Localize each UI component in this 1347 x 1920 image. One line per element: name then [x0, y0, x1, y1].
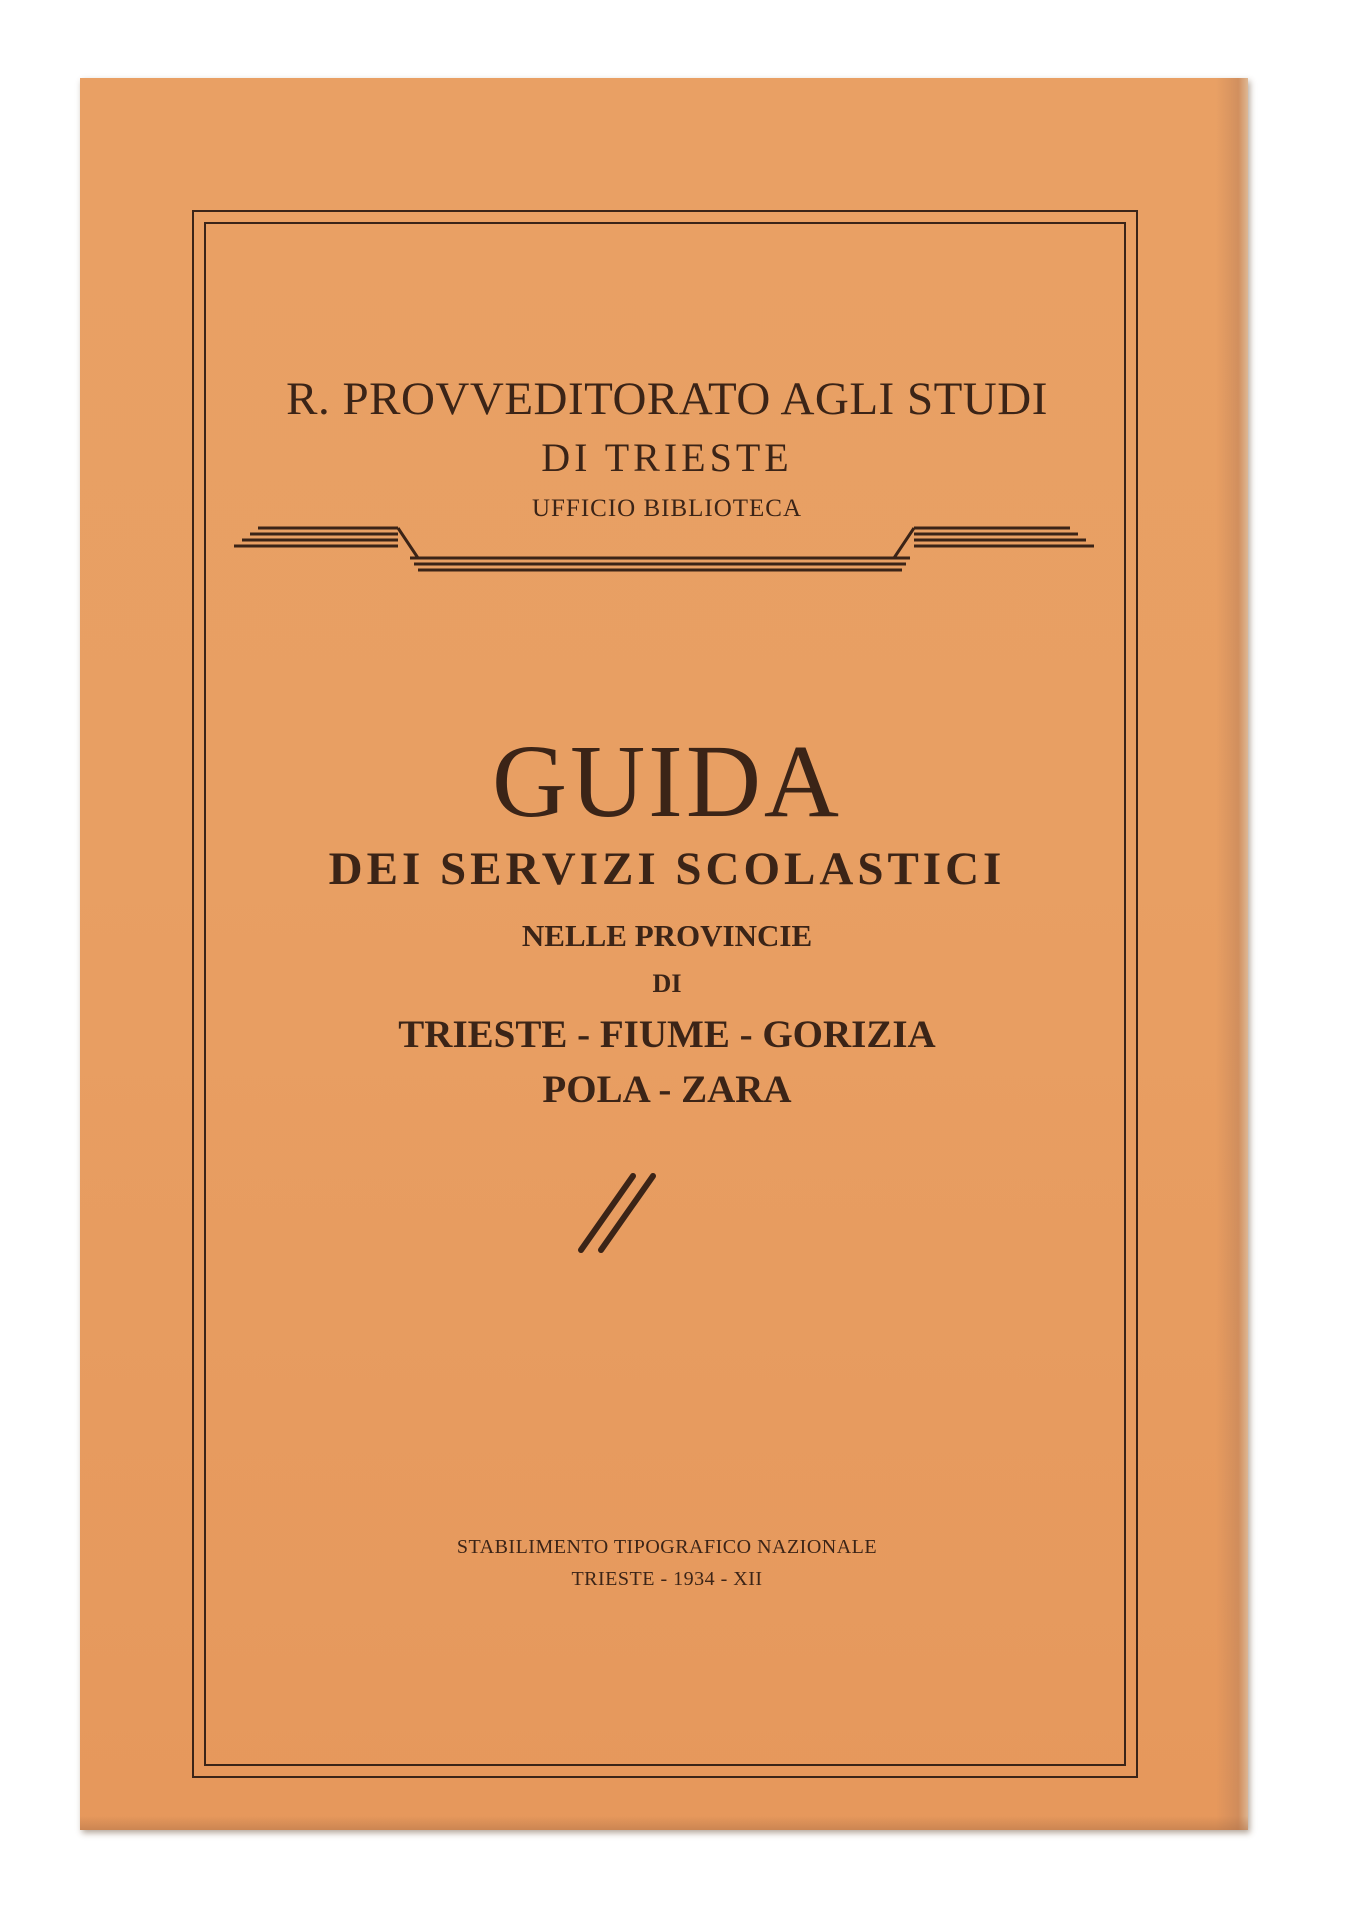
- decorative-rule-ornament: [234, 516, 1094, 572]
- publisher-name: R. PROVVEDITORATO AGLI STUDI: [286, 373, 1048, 425]
- cover-text-block: [194, 212, 1140, 1780]
- double-border-frame: [192, 210, 1138, 1778]
- office-name: UFFICIO BIBLIOTECA: [531, 495, 803, 522]
- subtitle: DEI SERVIZI SCOLASTICI: [328, 843, 1006, 895]
- cover-worn-edge: [1216, 78, 1248, 1830]
- imprint-line: TRIESTE - 1934 - XII: [571, 1568, 763, 1590]
- double-slash-ornament: [567, 1162, 667, 1262]
- provinces-line-1: TRIESTE - FIUME - GORIZIA: [398, 1013, 936, 1056]
- publisher-city: DI TRIESTE: [541, 435, 793, 480]
- cover-shadow-edge: [80, 1816, 1248, 1830]
- main-title: GUIDA: [491, 724, 843, 839]
- printer-name: STABILIMENTO TIPOGRAFICO NAZIONALE: [456, 1536, 878, 1558]
- subtitle-line-nelle: NELLE PROVINCIE: [521, 918, 813, 953]
- subtitle-line-di: DI: [652, 969, 682, 998]
- provinces-line-2: POLA - ZARA: [542, 1068, 792, 1111]
- book-cover: [80, 78, 1248, 1830]
